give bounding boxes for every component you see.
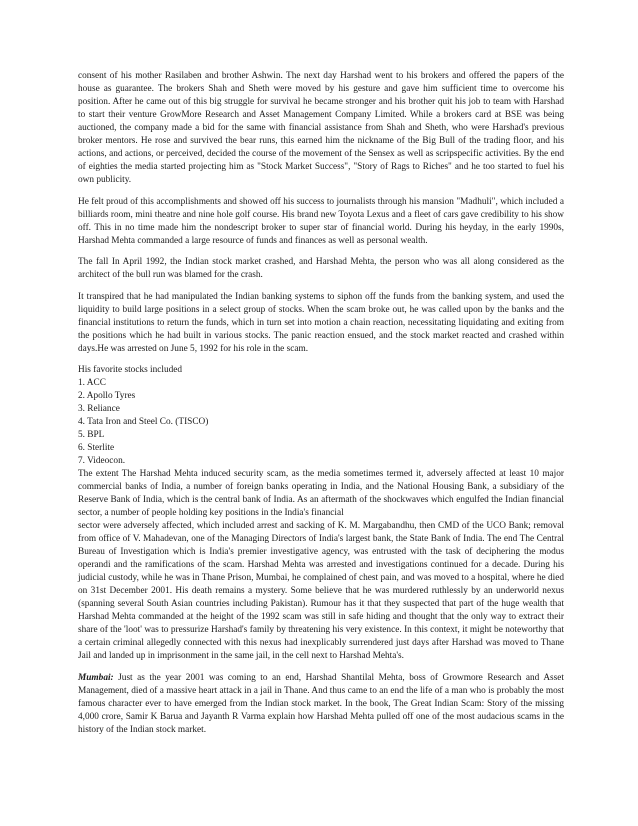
list-item: 2. Apollo Tyres: [78, 391, 136, 401]
list-item: 3. Reliance: [78, 404, 120, 414]
stocks-intro: His favorite stocks included: [78, 365, 183, 375]
paragraph-manipulation: It transpired that he had manipulated the Indian banking systems to siphon off the funds from the banking system, and used the liquidity to build large positions in a select group of stocks. When the scam broke out, he was called upon by the banks and the financial institutions to return the funds, which in turn set into motion a chain reaction, necessitating liquidating and exiting from the positions which he had built in various stocks. The panic reaction ensued, and the stock market reacted and crashed within days.He was arrested on June 5, 1992 for his role in the scam.: [78, 291, 564, 354]
paragraph-mumbai: [78, 672, 564, 737]
paragraph-fall: The fall In April 1992, the Indian stock market crashed, and Harshad Mehta, the person who was all along considered as the architect of the bull run was blamed for the crash.: [78, 257, 564, 280]
paragraph-extent: The extent The Harshad Mehta induced security scam, as the media sometimes termed it, adversely affected at least 10 major commercial banks of India, a number of foreign banks operating in India, and the National Housing Bank, a subsidiary of the Reserve Bank of India, which is the central bank of India. As an aftermath of the shockwaves which engulfed the Indian financial sector, a number of people holding key positions in the India's financial: [78, 469, 564, 518]
list-item: 7. Videocon.: [78, 456, 126, 466]
list-item: 1. ACC: [78, 378, 106, 388]
list-item: 5. BPL: [78, 430, 105, 440]
list-item: 6. Sterlite: [78, 443, 115, 453]
paragraph-brokers: consent of his mother Rasilaben and brother Ashwin. The next day Harshad went to his brokers and offered the papers of the house as guarantee. The brokers Shah and Sheth were moved by his gesture and gave him sufficient time to overcome his position. After he came out of this big struggle for survival he became stronger and his brother quit his job to team with Harshad to start their venture GrowMore Research and Asset Management Company Limited. While a brokers card at BSE was being auctioned, the company made a bid for the same with financial assistance from Shah and Sheth, who were Harshad's previous broker mentors. He rose and survived the bear runs, this earned him the nickname of the Big Bull of the trading floor, and his actions, and actions, or perceived, decided the course of the movement of the Sensex as well as scripspecific activities. By the end of eighties the media started projecting him as "Stock Market Success", "Story of Rags to Riches" and he too started to fuel his own publicity.: [78, 71, 564, 185]
favorite-stocks-list: [78, 364, 564, 468]
document-page: [78, 70, 564, 745]
paragraph-madhuli: He felt proud of this accomplishments and showed off his success to journalists through his mansion "Madhuli", which included a billiards room, mini theatre and nine hole golf course. His brand new Toyota Lexus and a fleet of cars gave credibility to his show off. This in no time made him the nondescript broker to super star of financial world. During his heyday, in the early 1990s, Harshad Mehta commanded a large resource of funds and finances as well as personal wealth.: [78, 196, 564, 246]
paragraph-end: sector were adversely affected, which included arrest and sacking of K. M. Margabandhu, then CMD of the UCO Bank; removal from office of V. Mahadevan, one of the Managing Directors of India's largest bank, the State Bank of India. The end The Central Bureau of Investigation which is India's premier investigative agency, was entrusted with the task of deciphering the modus operandi and the ramifications of the scam. Harshad Mehta was arrested and investigations continued for a decade. During his judicial custody, while he was in Thane Prison, Mumbai, he complained of chest pain, and was moved to a hospital, where he died on 31st December 2001. His death remains a mystery. Some believe that he was murdered ruthlessly by an underworld nexus (spanning several South Asian countries including Pakistan). Rumour has it that they suspected that part of the huge wealth that Harshad Mehta commanded at the height of the 1992 scam was still in safe hiding and thought that the only way to extract their share of the 'loot' was to pressurize Harshad's family by threatening his very existence. In this context, it might be noteworthy that a certain criminal allegedly connected with this nexus had inexplicably surrendered just days after Harshad was moved to Thane Jail and landed up in imprisonment in the same jail, in the cell next to Harshad Mehta's.: [78, 521, 564, 661]
list-item: 4. Tata Iron and Steel Co. (TISCO): [78, 417, 209, 427]
mumbai-text: Just as the year 2001 was coming to an end, Harshad Shantilal Mehta, boss of Growmore Research and Asset Management, died of a massive heart attack in a jail in Thane. And thus came to an end the life of a man who is probably the most famous character ever to have emerged from the Indian stock market. In the book, The Great Indian Scam: Story of the missing 4,000 crore, Samir K Barua and Jayanth R Varma explain how Harshad Mehta pulled off one of the most audacious scams in the history of the Indian stock market.: [78, 672, 564, 735]
mumbai-lead: Mumbai:: [78, 672, 114, 683]
